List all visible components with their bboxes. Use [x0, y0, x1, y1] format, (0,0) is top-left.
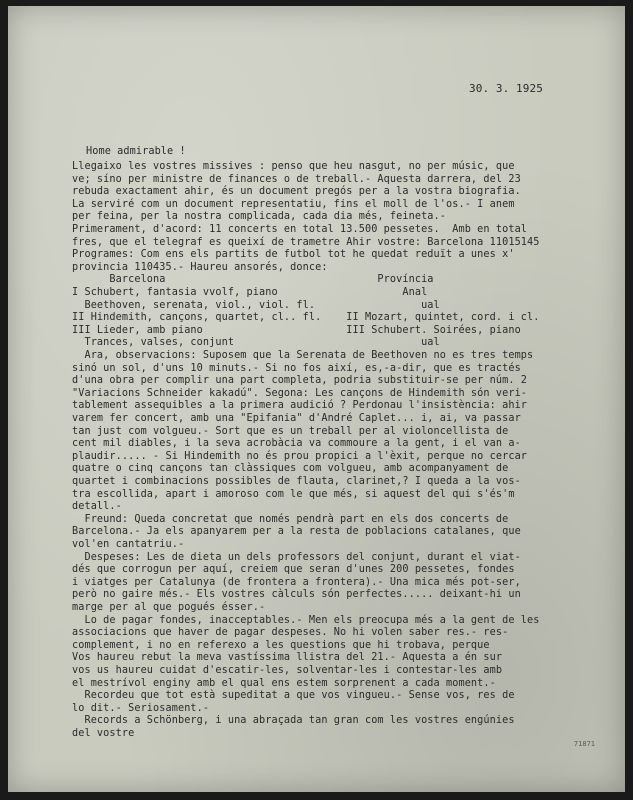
letter-line: Primerament, d'acord: 11 concerts en total 13.500 pessetes. Amb en total [72, 224, 528, 235]
letter-line: Llegaixo les vostres missives : penso que heu nasgut, no per músic, que [72, 161, 515, 172]
letter-line: dés que corrogun per aquí, creiem que seran d'unes 200 pessetes, fondes [72, 564, 515, 576]
letter-line: tra escollida, apart i amoroso com le que més, si aquest del qui s'és'm [72, 488, 515, 500]
archive-number: 71871 [573, 740, 595, 748]
letter-line: tan just com volgueu.- Sort que es un treball per al violoncellista de [72, 425, 509, 437]
letter-line: tablement assequibles a la primera audició ? Perdonau l'insistència: ahir [72, 400, 528, 412]
letter-line: Lo de pagar fondes, inacceptables.- Men els preocupa més a la gent de les [72, 614, 540, 626]
letter-line: per feina, per la nostra complicada, cada dia més, feineta.- [72, 211, 447, 223]
letter-line: quartet i combinacions possibles de flauta, clarinet,? I queda a la vos- [72, 476, 521, 487]
letter-line: II Hindemith, cançons, quartet, cl.. fl. II Mozart, quintet, cord. i cl. [72, 312, 540, 324]
letter-line: Vos haureu rebut la meva vastíssima llistra del 21.- Aquesta a én sur [72, 652, 503, 664]
letter-line: d'una obra per complir una part completa, podria substituir-se per núm. 2 [72, 375, 528, 387]
letter-line: associacions que haver de pagar despeses. No hi volen saber res.- res- [72, 627, 509, 639]
letter-line: "Variacions Schneider kakadú". Segona: Les cançons de Hindemith són veri- [72, 387, 528, 399]
letter-line: complement, i no en referexo a les questions que hi trobava, perque [72, 639, 490, 651]
letter-line: vol'en cantatriu.- [72, 539, 185, 550]
letter-line: Programes: Com ens els partits de futbol tot he quedat reduït a unes x' [72, 249, 515, 261]
letter-line: el mestrívol enginy amb el qual ens estem sorprenent a cada moment.- [72, 677, 496, 689]
letter-line: rebuda exactament ahir, és un document pregós per a la vostra biografia. [72, 186, 521, 198]
letter-line: Barcelona.- Ja els apanyarem per a la resta de poblacions catalanes, que [72, 526, 521, 538]
letter-line: i viatges per Catalunya (de frontera a frontera).- Una mica més pot-ser, [72, 576, 521, 588]
letter-line: Trances, valses, conjunt ual [72, 337, 440, 349]
letter-line: detall.- [72, 501, 122, 513]
letter-line: marge per al que pogués ésser.- [72, 602, 266, 613]
letter-line: lo dit.- Seriosament.- [72, 702, 210, 714]
letter-line: Despeses: Les de dieta un dels professors del conjunt, durant el viat- [72, 551, 521, 563]
letter-line: Records a Schönberg, i una abraçada tan gran com les vostres engúnies [72, 715, 515, 727]
letter-line: Freund: Queda concretat que només pendrà part en els dos concerts de [72, 513, 509, 525]
letter-line: cent mil diables, i la seva acrobàcia va commoure a la gent, i el van a- [72, 438, 521, 450]
letter-sheet [8, 6, 625, 792]
letter-line: Beethoven, serenata, viol., viol. fl. ual [72, 299, 440, 311]
letter-line: Barcelona Província [72, 274, 434, 286]
letter-date: 30. 3. 1925 [469, 82, 543, 95]
letter-line: Ara, observacions: Suposem que la Serenata de Beethoven no es tres temps [72, 350, 534, 361]
letter-line: provincia 110435.- Haureu ansorés, donce: [72, 261, 328, 273]
typed-letter [8, 6, 625, 792]
letter-line: Recordeu que tot està supeditat a que vos vingueu.- Sense vos, res de [72, 690, 515, 702]
letter-line: plaudir..... - Si Hindemith no és prou propici a l'èxit, perque no cercar [72, 450, 528, 462]
letter-line: del vostre [72, 728, 135, 739]
letter-line: ve; síno per ministre de finances o de treball.- Aquesta darrera, del 23 [72, 173, 521, 185]
letter-line: I Schubert, fantasia vvolf, piano Anal [72, 287, 428, 298]
letter-line: sinó un sol, d'uns 10 minuts.- Si no fos així, es,-a-dir, que es tractés [72, 362, 521, 374]
letter-line: però no gaire més.- Els vostres càlculs són perfectes..... deixant-hi un [72, 589, 521, 601]
letter-line: quatre o cinq cançons tan clàssiques com volgueu, amb acompanyament de [72, 463, 509, 475]
letter-line: varem fer concert, amb una "Epifania" d'André Caplet... i, ai, va passar [72, 413, 521, 424]
letter-line: vos us haureu cuidat d'escatir-les, solventar-les i contestar-les amb [72, 665, 503, 676]
letter-line: La serviré com un document representatiu, fins el moll de l'os.- I anem [72, 198, 515, 210]
letter-greeting: Home admirable ! [86, 146, 186, 157]
letter-line: fres, que el telegraf es queixí de trametre Ahir vostre: Barcelona 11015145 [72, 236, 540, 248]
letter-line: III Lieder, amb piano III Schubert. Soirées, piano [72, 324, 521, 336]
